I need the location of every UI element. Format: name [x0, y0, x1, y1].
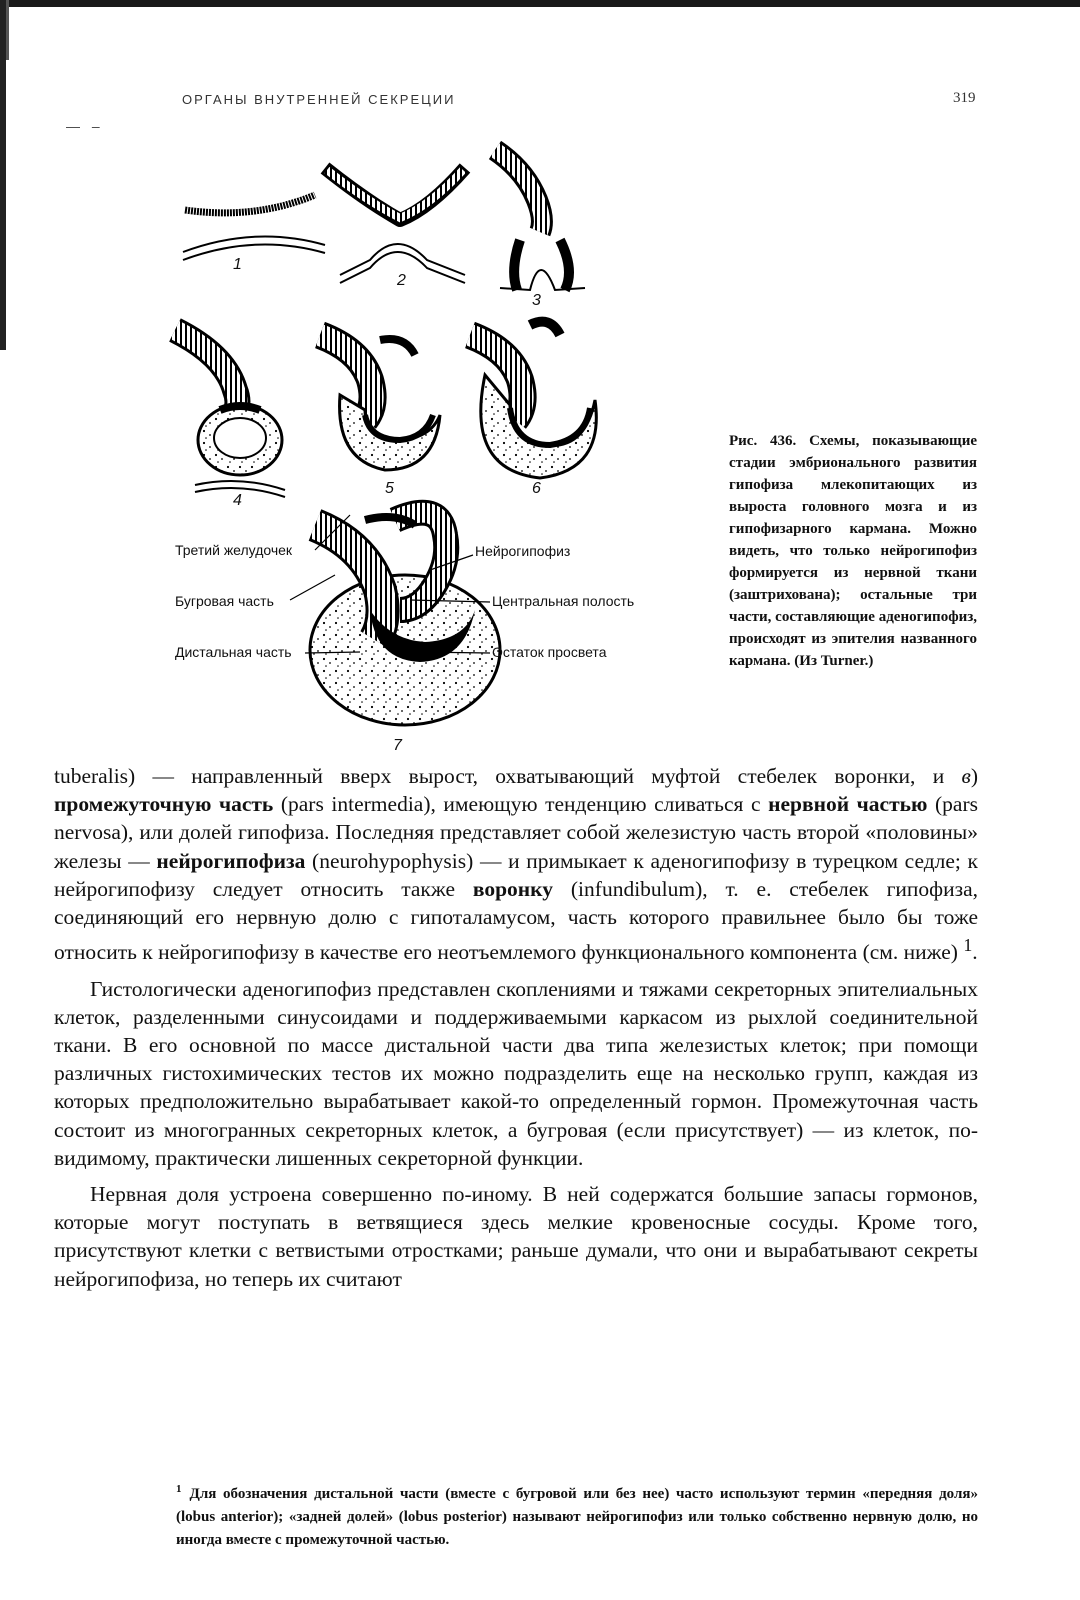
footnote-text: Для обозначения дистальной части (вместе с бугровой или без нее) часто используют термин «передняя доля» (lobus anterior); «задней долей» (lobus posterior) называют нейрогипофиз или только собственно нервную долю, но иногда вместе с промежуточной частью. [176, 1486, 978, 1548]
p1-text-f: (infundibulum), т. е. стебелек гипофиза, соединяющий его нервную долю с гипоталамусом, часть которого правильнее было бы тоже относить к нейрогипофизу в качестве его неотъемлемого функционального компонента (см. ниже) [54, 876, 978, 965]
callout-lumen-remnant: Остаток просвета [492, 644, 607, 660]
stage-7-drawing [310, 513, 500, 725]
stage-1-drawing [183, 195, 325, 260]
footnote-ref-1[interactable]: 1 [963, 935, 973, 956]
stage-label-2: 2 [397, 272, 406, 289]
p1-text-g: . [972, 940, 978, 965]
scan-border-left-shadow [6, 0, 9, 60]
paragraph-1 [54, 762, 978, 967]
pituitary-development-diagram [165, 140, 725, 770]
term-infundibulum: воронку [472, 876, 554, 901]
callout-tuberal-part: Бугровая часть [175, 593, 274, 609]
stage-label-7: 7 [393, 737, 402, 754]
callout-neurohypophysis: Нейрогипофиз [475, 543, 571, 559]
running-header: ОРГАНЫ ВНУТРЕННЕЙ СЕКРЕЦИИ [182, 92, 456, 107]
stage-label-1: 1 [233, 256, 242, 273]
figure-caption: Рис. 436. Схемы, показывающие стадии эмбрионального развития гипофиза млекопитающих из выроста головного мозга и из гипофизарного кармана. Можно видеть, что только нейрогипофиз формируется из нервной ткани (заштрихована); остальные три части, составляющие аденогипофиз, происходят из эпителия названного кармана. (Из Turner.) [729, 433, 977, 669]
paragraph-2: Гистологически аденогипофиз представлен скоплениями и тяжами секреторных эпителиальных клеток, разделенными синусоидами и поддерживаемыми каркасом из рыхлой соединительной ткани. В его основной по массе дистальной части два типа железистых клеток; при помощи различных гистохимических тестов их можно подразделить еще на несколько групп, каждая из которых предположительно вырабатывает какой-то определенный гормон. Промежуточная часть состоит из многогранных секреторных клеток, а бугровая (если присутствует) — из клеток, по-видимому, практически лишенных секреторной функции. [54, 976, 978, 1170]
stage-label-6: 6 [532, 480, 541, 497]
stage-label-4: 4 [233, 492, 242, 509]
stage-label-5: 5 [385, 480, 394, 497]
p1-text-d: (pars nervosa), или долей гипофиза. Последняя представляет собой железистую часть второй «половины» железы — [54, 792, 978, 873]
p1-text-a: tuberalis) — направленный вверх вырост, охватывающий муфтой стебелек воронки, и [54, 764, 962, 788]
p1-enum-v: в [961, 764, 971, 788]
scan-border-top [0, 0, 1080, 7]
term-nervous-part: нервной частью [768, 792, 928, 817]
p1-text-c: (pars intermedia), имеющую тенденцию сливаться с [273, 792, 769, 817]
stage-6-drawing [470, 322, 596, 478]
stage-label-3: 3 [532, 292, 541, 309]
stage-4-drawing [175, 330, 285, 497]
callout-distal-part: Дистальная часть [175, 644, 292, 660]
stage-3-drawing [495, 150, 585, 290]
term-neurohypophysis: нейрогипофиза [156, 848, 306, 873]
paragraph-3: Нервная доля устроена совершенно по-иному. В ней содержатся большие запасы гормонов, которые могут поступать в ветвящиеся здесь мелкие кровеносные сосуды. Кроме того, присутствуют клетки с ветвистыми отростками; раньше думали, что они и вырабатывают секреты нейрогипофиза, но теперь их считают [54, 1182, 978, 1291]
callout-central-cavity: Центральная полость [492, 593, 635, 609]
figure-436 [165, 140, 725, 770]
footnote [176, 1478, 978, 1552]
footnote-mark: 1 [176, 1483, 182, 1495]
stage-5-drawing [320, 335, 440, 470]
callout-third-ventricle: Третий желудочек [175, 542, 293, 558]
p1-text-b: ) [970, 764, 978, 788]
body-text [54, 762, 978, 1293]
term-intermediate-part: промежуточную часть [54, 792, 274, 817]
stage-2-drawing [325, 168, 465, 283]
page-number: 319 [953, 90, 976, 106]
margin-dash-mark: — – [66, 118, 104, 134]
p1-text-e: (neurohypophysis) — и примыкает к аденогипофизу в турецком седле; к нейрогипофизу следует относить также [54, 848, 978, 901]
